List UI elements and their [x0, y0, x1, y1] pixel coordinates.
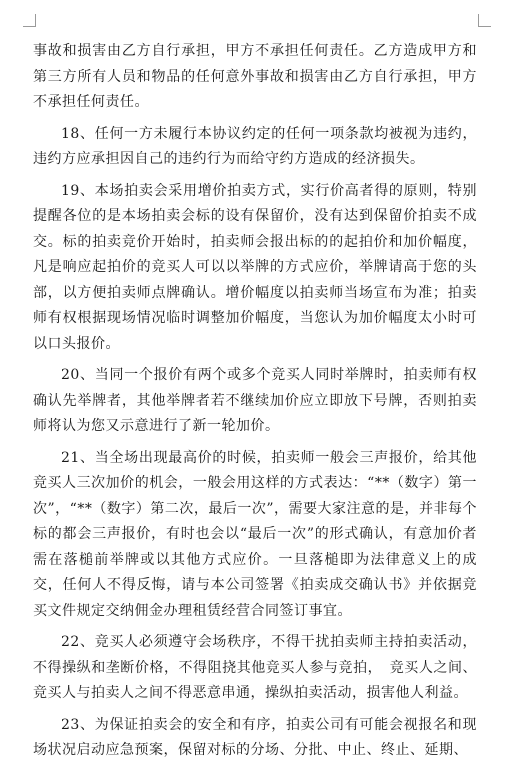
margin-corner-mark [23, 14, 36, 27]
document-body [33, 39, 477, 770]
paragraph-continuation: 事故和损害由乙方自行承担，甲方不承担任何责任。乙方造成甲方和第三方所有人员和物品的任何意外事故和损害由乙方自行承担，甲方不承担任何责任。 [33, 43, 477, 110]
clause-23: 23、为保证拍卖会的安全和有序，拍卖公司有可能会视报名和现场状况启动应急预案，保留对标的分场、分批、中止、终止、延期、 [33, 716, 477, 758]
clause-18: 18、任何一方未履行本协议约定的任何一项条款均被视为违约，违约方应承担因自己的违约行为而给守约方造成的经济损失。 [33, 125, 477, 167]
clause-19: 19、本场拍卖会采用增价拍卖方式，实行价高者得的原则，特别提醒各位的是本场拍卖会标的设有保留价，没有达到保留价拍卖不成交。标的拍卖竞价开始时，拍卖师会报出标的的起拍价和加价幅度，凡是响应起拍价的竞买人可以以举牌的方式应价，举牌请高于您的头部，以方便拍卖师点牌确认。增价幅度以拍卖师当场宣布为准；拍卖师有权根据现场情况临时调整加价幅度，当您认为加价幅度太小时可以口头报价。 [33, 182, 477, 352]
clause-22: 22、竞买人必须遵守会场秩序，不得干扰拍卖师主持拍卖活动，不得操纵和垄断价格，不得阻挠其他竞买人参与竞拍， 竞买人之间、竞买人与拍卖人之间不得恶意串通，操纵拍卖活动，损害他人利益。 [33, 634, 477, 701]
clause-20: 20、当同一个报价有两个或多个竞买人同时举牌时，拍卖师有权确认先举牌者，其他举牌者若不继续加价应立即放下号牌，否则拍卖师将认为您又示意进行了新一轮加价。 [33, 367, 477, 434]
margin-corner-mark [478, 14, 491, 27]
clause-21: 21、当全场出现最高价的时候，拍卖师一般会三声报价，给其他竞买人三次加价的机会，一般会用这样的方式表达：“**（数字）第一次”，“**（数字）第二次，最后一次”，需要大家注意的是，并非每个标的都会三声报价，有时也会以“最后一次”的形式确认，有意加价者需在落槌前举牌或以其他方式应价。一旦落槌即为法律意义上的成交，任何人不得反悔，请与本公司签署《拍卖成交确认书》并依据竞买文件规定交纳佣金办理租赁经营合同签订事宜。 [33, 449, 477, 619]
